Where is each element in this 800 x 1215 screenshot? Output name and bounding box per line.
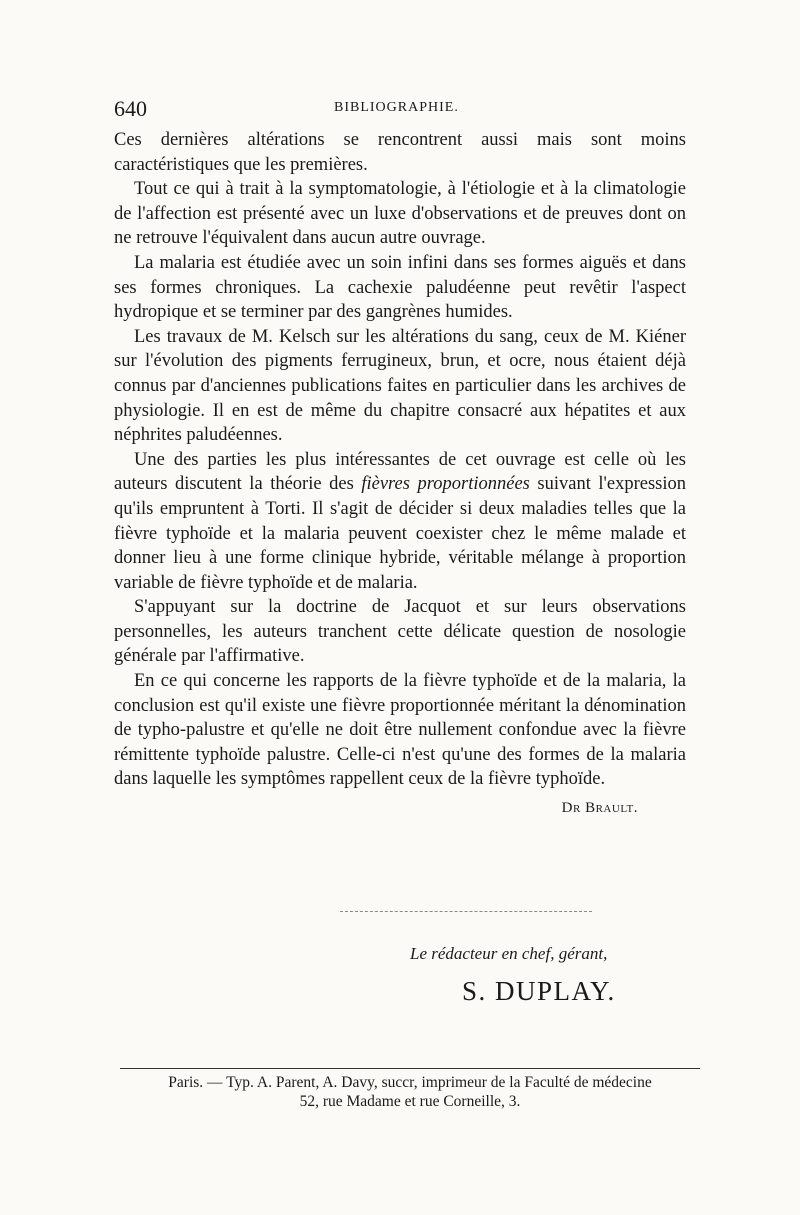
paragraph-4: Les travaux de M. Kelsch sur les altérations du sang, ceux de M. Kiéner sur l'évolution des pigments ferrugineux, brun, et ocre, nous étaient déjà connus par d'anciennes publications faites en particulier dans les archives de physiologie. Il en est de même du chapitre consacré aux hépatites et aux néphrites paludéennes.	[114, 326, 686, 446]
editor-label: Le rédacteur en chef, gérant,	[410, 944, 608, 963]
paragraph-5-start: Une des parties les plus intéressantes de cet ouvrage est celle où les auteurs discutent la théorie des	[114, 449, 686, 495]
paragraph-5	[114, 448, 686, 596]
printer-imprint	[120, 1073, 700, 1111]
paragraph-3: La malaria est étudiée avec un soin infini dans ses formes aiguës et dans ses formes chroniques. La cachexie paludéenne peut revêtir l'aspect hydropique et se terminer par des gangrènes humides.	[114, 252, 686, 323]
running-head: BIBLIOGRAPHIE.	[334, 100, 459, 115]
article-body	[114, 128, 686, 821]
review-signature: Dr Brault.	[561, 800, 638, 817]
imprint-line-2: 52, rue Madame et rue Corneille, 3.	[299, 1093, 521, 1110]
paragraph-5-end: suivant l'expression qu'ils empruntent à Torti. Il s'agit de décider si deux maladies telles que la fièvre typhoïde et la malaria peuvent coexister chez le même malade et donner lieu à une forme clinique hybride, véritable mélange à proportion variable de fièvre typhoïde et de malaria.	[114, 474, 687, 593]
paragraph-1: Ces dernières altérations se rencontrent aussi mais sont moins caractéristiques que les premières.	[114, 130, 686, 175]
section-divider	[340, 911, 592, 912]
editor-name: S. DUPLAY.	[462, 976, 616, 1006]
page-header	[114, 96, 684, 124]
imprint-line-1: Paris. — Typ. A. Parent, A. Davy, succr, imprimeur de la Faculté de médecine	[168, 1074, 652, 1091]
footer-rule	[120, 1068, 700, 1069]
paragraph-6: S'appuyant sur la doctrine de Jacquot et sur leurs observations personnelles, les auteurs tranchent cette délicate question de nosologie générale par l'affirmative.	[114, 597, 686, 667]
paragraph-7: En ce qui concerne les rapports de la fièvre typhoïde et de la malaria, la conclusion est qu'il existe une fièvre proportionnée méritant la dénomination de typho-palustre et qu'elle ne doit être nullement confondue avec la fièvre rémittente typhoïde palustre. Celle-ci n'est qu'une des formes de la malaria dans laquelle les symptômes rappellent ceux de la fièvre typhoïde.	[114, 671, 686, 790]
page-number: 640	[114, 96, 147, 121]
italic-term: fièvres proportionnées	[361, 474, 530, 495]
paragraph-2: Tout ce qui à trait à la symptomatologie, à l'étiologie et à la climatologie de l'affection est présenté avec un luxe d'observations et de preuves dont on ne retrouve l'équivalent dans aucun autre ouvrage.	[114, 179, 686, 249]
